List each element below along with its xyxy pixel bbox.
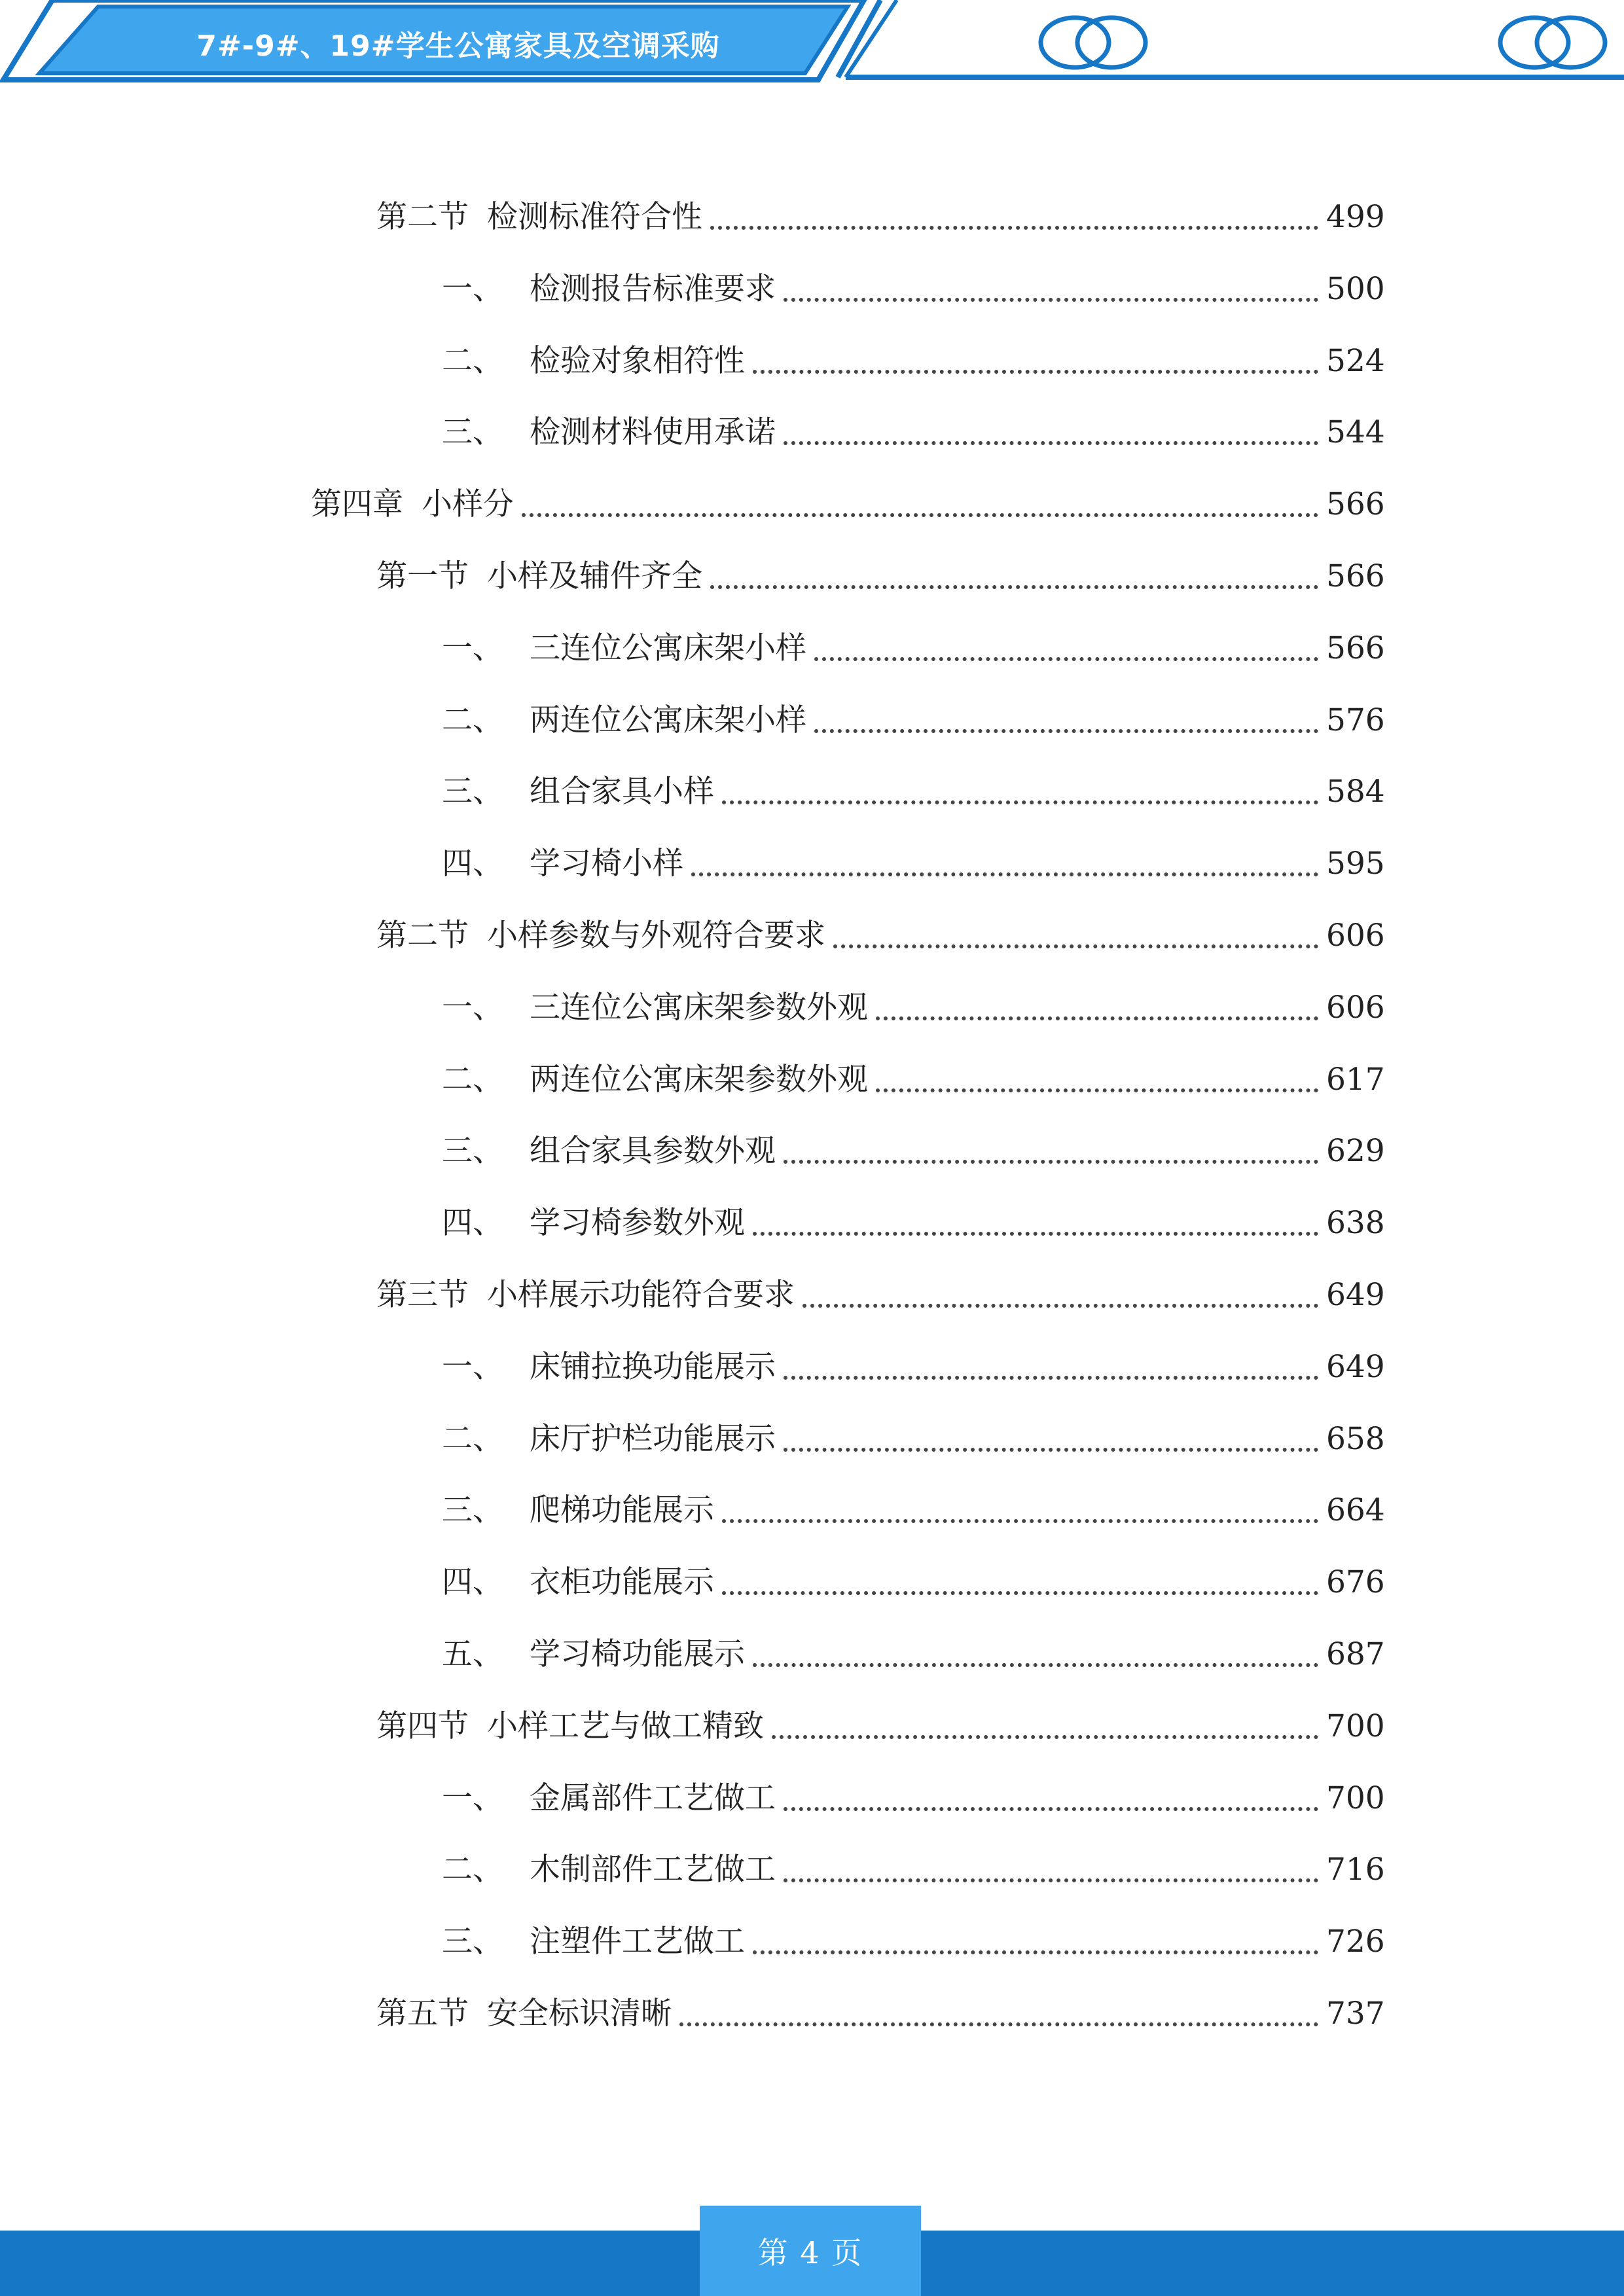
- toc-entry[interactable]: [442, 1488, 1385, 1534]
- toc-entry-number: 三、: [442, 774, 503, 810]
- toc-entry-number: 一、: [442, 1349, 503, 1385]
- toc-dot-leader: [772, 1735, 1318, 1739]
- toc-entry-page: 606: [1326, 918, 1385, 954]
- header-rings-icon: [1494, 13, 1612, 72]
- toc-entry-title: 金属部件工艺做工: [530, 1780, 776, 1816]
- toc-entry[interactable]: [442, 769, 1385, 815]
- toc-entry[interactable]: [376, 554, 1385, 600]
- toc-entry-page: 499: [1326, 199, 1385, 235]
- toc-entry[interactable]: [311, 482, 1385, 528]
- toc-entry-title: 木制部件工艺做工: [530, 1852, 776, 1888]
- toc-entry-page: 658: [1326, 1421, 1385, 1457]
- toc-entry-title: 安全标识清晰: [487, 1996, 672, 2032]
- toc-entry-number: 三、: [442, 1924, 503, 1960]
- toc-entry[interactable]: [442, 626, 1385, 672]
- toc-entry-number: 一、: [442, 1780, 503, 1816]
- toc-entry[interactable]: [442, 1847, 1385, 1893]
- toc-entry-page: 566: [1326, 630, 1385, 666]
- toc-entry-page: 649: [1326, 1277, 1385, 1313]
- toc-entry-number: 一、: [442, 990, 503, 1026]
- toc-entry-title: 检验对象相符性: [530, 343, 745, 379]
- toc-entry[interactable]: [376, 913, 1385, 959]
- toc-dot-leader: [753, 1232, 1318, 1236]
- toc-entry-number: 五、: [442, 1636, 503, 1672]
- toc-dot-leader: [753, 370, 1318, 374]
- toc-entry-title: 小样参数与外观符合要求: [487, 918, 825, 954]
- toc-entry-page: 617: [1326, 1062, 1385, 1098]
- toc-dot-leader: [753, 1950, 1318, 1954]
- toc-entry[interactable]: [442, 1776, 1385, 1821]
- toc-entry-title: 学习椅小样: [530, 846, 683, 882]
- toc-entry-title: 小样分: [422, 486, 514, 522]
- toc-entry-number: 一、: [442, 630, 503, 666]
- toc-dot-leader: [814, 657, 1318, 661]
- document-title: 7#-9#、19#学生公寓家具及空调采购: [196, 29, 720, 63]
- toc-entry-number: 三、: [442, 1492, 503, 1528]
- toc-entry-number: 第四章: [311, 486, 403, 522]
- toc-entry-page: 524: [1326, 343, 1385, 379]
- toc-entry[interactable]: [442, 410, 1385, 456]
- toc-entry-title: 检测报告标准要求: [530, 271, 776, 307]
- toc-entry-number: 第一节: [376, 558, 469, 594]
- toc-dot-leader: [833, 944, 1318, 948]
- toc-entry-title: 爬梯功能展示: [530, 1492, 714, 1528]
- toc-entry[interactable]: [376, 194, 1385, 240]
- toc-entry-number: 二、: [442, 702, 503, 738]
- toc-entry-number: 第二节: [376, 199, 469, 235]
- toc-entry[interactable]: [442, 1200, 1385, 1246]
- toc-entry-page: 676: [1326, 1564, 1385, 1600]
- toc-entry-title: 注塑件工艺做工: [530, 1924, 745, 1960]
- toc-entry[interactable]: [442, 1919, 1385, 1965]
- toc-entry-number: 第二节: [376, 918, 469, 954]
- toc-entry-title: 衣柜功能展示: [530, 1564, 714, 1600]
- toc-entry[interactable]: [442, 1344, 1385, 1390]
- toc-entry-title: 学习椅功能展示: [530, 1636, 745, 1672]
- toc-dot-leader: [784, 1807, 1318, 1811]
- toc-dot-leader: [679, 2022, 1318, 2026]
- toc-entry-title: 三连位公寓床架小样: [530, 630, 806, 666]
- toc-entry-page: 584: [1326, 774, 1385, 810]
- toc-entry-number: 二、: [442, 1062, 503, 1098]
- toc-entry-page: 544: [1326, 414, 1385, 450]
- toc-entry-page: 700: [1326, 1780, 1385, 1816]
- toc-entry-number: 一、: [442, 271, 503, 307]
- toc-entry-page: 566: [1326, 558, 1385, 594]
- toc-entry[interactable]: [442, 985, 1385, 1031]
- toc-entry-title: 检测材料使用承诺: [530, 414, 776, 450]
- toc-entry-title: 两连位公寓床架参数外观: [530, 1062, 868, 1098]
- toc-entry-page: 500: [1326, 271, 1385, 307]
- toc-entry-page: 664: [1326, 1492, 1385, 1528]
- toc-entry-page: 649: [1326, 1349, 1385, 1385]
- toc-entry-title: 两连位公寓床架小样: [530, 702, 806, 738]
- toc-dot-leader: [722, 1519, 1318, 1523]
- toc-dot-leader: [710, 226, 1318, 230]
- toc-entry-number: 四、: [442, 1564, 503, 1600]
- toc-entry[interactable]: [442, 266, 1385, 312]
- toc-entry-page: 606: [1326, 990, 1385, 1026]
- toc-entry-page: 638: [1326, 1205, 1385, 1241]
- toc-entry-number: 第五节: [376, 1996, 469, 2032]
- toc-entry-page: 595: [1326, 846, 1385, 882]
- toc-dot-leader: [722, 800, 1318, 804]
- toc-dot-leader: [876, 1016, 1318, 1020]
- toc-dot-leader: [753, 1663, 1318, 1667]
- toc-entry-title: 小样及辅件齐全: [487, 558, 702, 594]
- toc-entry-title: 床铺拉换功能展示: [530, 1349, 776, 1385]
- toc-entry-page: 726: [1326, 1924, 1385, 1960]
- toc-entry[interactable]: [442, 1560, 1385, 1605]
- toc-entry-page: 700: [1326, 1708, 1385, 1744]
- toc-entry-number: 第四节: [376, 1708, 469, 1744]
- toc-dot-leader: [784, 441, 1318, 445]
- toc-entry-number: 二、: [442, 343, 503, 379]
- toc-entry-title: 组合家具小样: [530, 774, 714, 810]
- toc-dot-leader: [803, 1304, 1318, 1308]
- toc-dot-leader: [784, 1376, 1318, 1380]
- page-number: 第 4 页: [757, 2235, 863, 2270]
- toc-entry-page: 737: [1326, 1996, 1385, 2032]
- toc-dot-leader: [522, 513, 1318, 517]
- toc-entry[interactable]: [442, 1057, 1385, 1103]
- toc-entry-page: 687: [1326, 1636, 1385, 1672]
- toc-entry-title: 小样工艺与做工精致: [487, 1708, 764, 1744]
- toc-entry-title: 学习椅参数外观: [530, 1205, 745, 1241]
- toc-dot-leader: [784, 298, 1318, 302]
- toc-dot-leader: [784, 1878, 1318, 1882]
- toc-entry[interactable]: [442, 1128, 1385, 1174]
- toc-entry-number: 四、: [442, 846, 503, 882]
- toc-entry-title: 组合家具参数外观: [530, 1133, 776, 1169]
- toc-dot-leader: [691, 872, 1318, 876]
- toc-entry-number: 三、: [442, 1133, 503, 1169]
- toc-entry[interactable]: [442, 338, 1385, 384]
- toc-entry-number: 二、: [442, 1852, 503, 1888]
- toc-entry[interactable]: [442, 1632, 1385, 1677]
- page-number-badge: [700, 2206, 921, 2296]
- toc-entry-title: 小样展示功能符合要求: [487, 1277, 795, 1313]
- toc-entry-title: 检测标准符合性: [487, 199, 702, 235]
- toc-entry[interactable]: [376, 1272, 1385, 1318]
- toc-entry[interactable]: [442, 841, 1385, 887]
- toc-entry[interactable]: [442, 1416, 1385, 1462]
- toc-entry-page: 576: [1326, 702, 1385, 738]
- toc-entry[interactable]: [376, 1991, 1385, 2037]
- toc-entry-number: 第三节: [376, 1277, 469, 1313]
- toc-entry-number: 二、: [442, 1421, 503, 1457]
- toc-entry[interactable]: [442, 698, 1385, 744]
- toc-entry[interactable]: [376, 1704, 1385, 1749]
- toc-entry-page: 566: [1326, 486, 1385, 522]
- toc-dot-leader: [784, 1160, 1318, 1164]
- toc-dot-leader: [784, 1448, 1318, 1452]
- toc-entry-page: 716: [1326, 1852, 1385, 1888]
- toc-entry-number: 四、: [442, 1205, 503, 1241]
- toc-entry-title: 床厅护栏功能展示: [530, 1421, 776, 1457]
- toc-dot-leader: [722, 1591, 1318, 1595]
- toc-dot-leader: [876, 1088, 1318, 1092]
- toc-dot-leader: [710, 585, 1318, 589]
- header-rings-icon: [1034, 13, 1152, 72]
- toc-entry-number: 三、: [442, 414, 503, 450]
- toc-entry-page: 629: [1326, 1133, 1385, 1169]
- toc-dot-leader: [814, 729, 1318, 733]
- toc-entry-title: 三连位公寓床架参数外观: [530, 990, 868, 1026]
